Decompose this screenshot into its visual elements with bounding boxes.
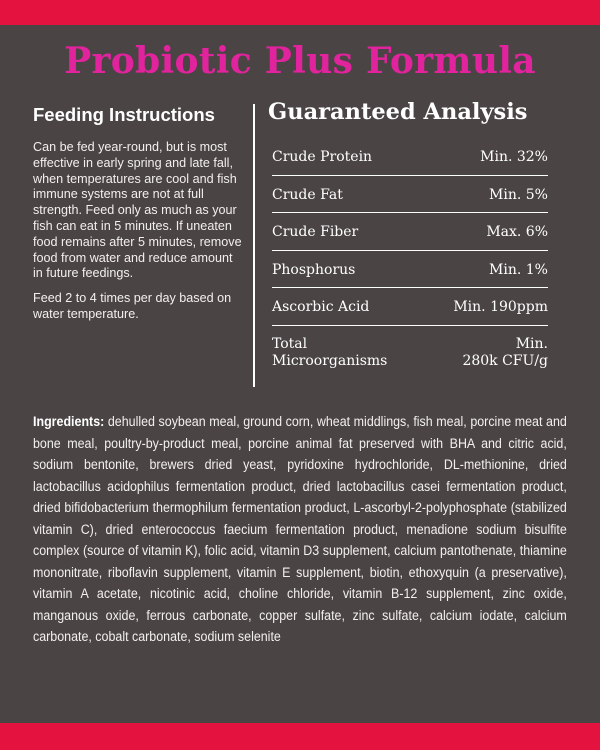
analysis-row (272, 288, 548, 326)
ingredients-list (33, 411, 567, 648)
nutrient-value (462, 336, 548, 370)
nutrient-value-line: Min. (515, 335, 548, 352)
analysis-row (272, 213, 548, 251)
nutrient-value: Min. 32% (480, 149, 548, 166)
top-accent-bar (0, 0, 600, 25)
analysis-row (272, 326, 548, 376)
guaranteed-analysis-heading: Guaranteed Analysis (268, 99, 528, 125)
analysis-row (272, 176, 548, 214)
bottom-accent-bar (0, 723, 600, 750)
product-title: Probiotic Plus Formula (64, 40, 536, 82)
nutrient-name-line: Microorganisms (272, 352, 388, 369)
analysis-row (272, 138, 548, 176)
ingredients-label: Ingredients: (33, 414, 105, 429)
feeding-instructions-section (33, 104, 245, 323)
ingredients-text: dehulled soybean meal, ground corn, wheat middlings, fish meal, porcine meat and bone meal, poultry-by-product meal, porcine animal fat preserved with BHA and citric acid, sodium bentonite, brewers dried yeast, pyridoxine hydrochloride, DL-methionine, dried lactobacillus acidophilus fermentation product, dried lactobacillus casei fermentation product, dried bifidobacterium thermophilum fermentation product, L-ascorbyl-2-polyphosphate (stabilized vitamin C), dried enterococcus faecium fermentation product, menadione sodium bisulfite complex (source of vitamin K), folic acid, vitamin D3 supplement, calcium pantothenate, thiamine mononitrate, riboflavin supplement, vitamin E supplement, biotin, ethoxyquin (a preservative), vitamin A acetate, nicotinic acid, choline chloride, vitamin B-12 supplement, zinc oxide, manganous oxide, ferrous carbonate, copper sulfate, zinc sulfate, calcium iodate, calcium carbonate, cobalt carbonate, sodium selenite (33, 414, 567, 644)
nutrient-name: Crude Fiber (272, 224, 359, 241)
nutrient-name: Crude Protein (272, 149, 373, 166)
nutrient-value-line: 280k CFU/g (462, 352, 548, 369)
nutrient-name: Phosphorus (272, 261, 356, 278)
nutrient-name: Crude Fat (272, 186, 343, 203)
nutrient-value: Min. 1% (489, 261, 548, 278)
analysis-row (272, 251, 548, 289)
guaranteed-analysis-section (268, 99, 552, 369)
feeding-instructions-paragraph: Can be fed year-round, but is most effective in early spring and late fall, when temperatures are cool and fish immune systems are not at full strength. Feed only as much as your fish can eat in 5 minutes. If uneaten food remains after 5 minutes, remove food from water and reduce amount in future feedings. (33, 140, 242, 281)
nutrient-value: Max. 6% (486, 224, 548, 241)
nutrient-name-line: Total (272, 335, 308, 352)
analysis-table (272, 138, 548, 376)
nutrient-name (272, 336, 387, 370)
feeding-frequency-paragraph: Feed 2 to 4 times per day based on water temperature. (33, 291, 232, 321)
column-divider (253, 104, 255, 387)
feeding-instructions-heading: Feeding Instructions (33, 104, 215, 125)
nutrient-value: Min. 5% (489, 186, 548, 203)
nutrient-value: Min. 190ppm (453, 299, 548, 316)
nutrient-name: Ascorbic Acid (272, 299, 370, 316)
